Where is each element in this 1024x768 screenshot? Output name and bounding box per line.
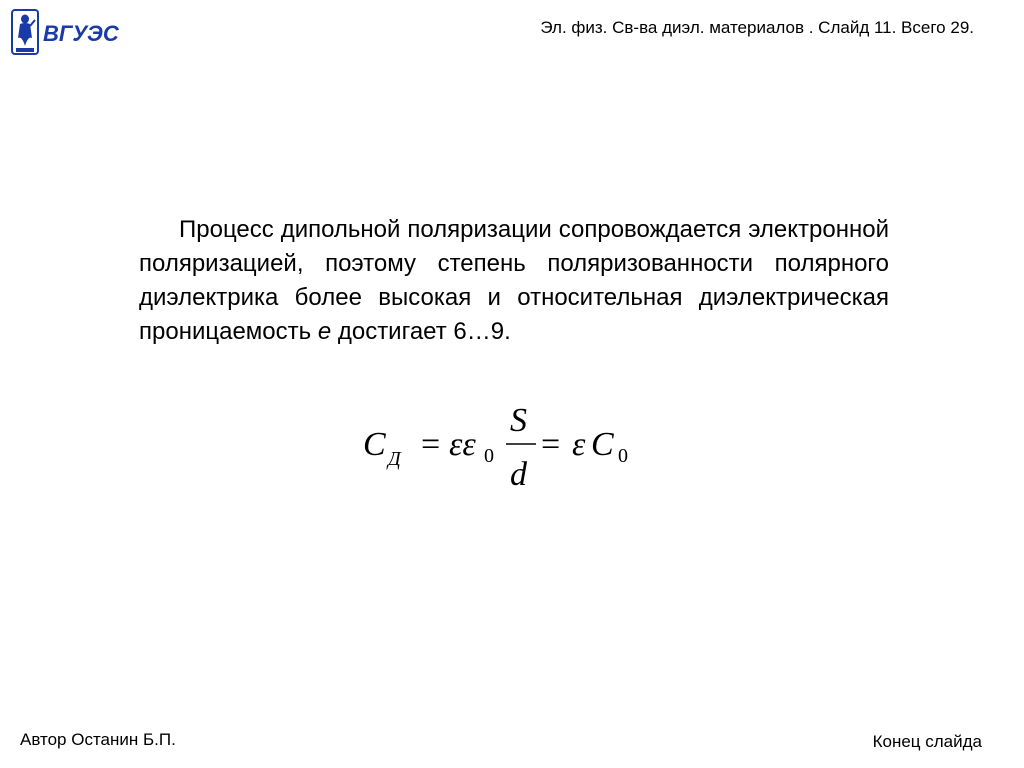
capacitance-formula xyxy=(355,395,655,495)
statue-emblem-icon xyxy=(12,10,38,54)
footer-author: Автор Останин Б.П. xyxy=(20,730,176,749)
body-paragraph xyxy=(139,213,889,349)
formula-rhs-subscript: 0 xyxy=(618,445,628,467)
formula-rhs-symbol: C xyxy=(591,426,614,463)
formula-equals-1: = xyxy=(421,426,441,463)
formula-denominator: d xyxy=(510,456,527,493)
paragraph-text-2: достигает 6…9. xyxy=(331,318,511,345)
formula-eps-subscript: 0 xyxy=(484,445,494,467)
slide-header-title: Эл. физ. Св-ва диэл. материалов . Слайд 11. Всего 29. xyxy=(540,18,974,37)
formula-lhs-subscript: Д xyxy=(388,448,401,470)
end-slide-link[interactable]: Конец слайда xyxy=(872,732,982,751)
permittivity-symbol: e xyxy=(317,318,332,345)
formula-lhs-symbol: C xyxy=(363,426,386,463)
formula-numerator: S xyxy=(510,402,527,439)
logo-wordmark: ВГУЭС xyxy=(43,21,119,46)
paragraph-text-1: Процесс дипольной поляризации сопровождается электронной поляризацией, поэтому степень поляризованности полярного диэлектрика более высокая и относительная диэлектрическая проницаемость xyxy=(139,216,889,345)
formula-rhs-eps: ε xyxy=(572,426,586,463)
formula-equals-2: = xyxy=(541,426,561,463)
vguas-logo xyxy=(10,8,130,56)
formula-eps-eps: εε xyxy=(449,426,476,463)
